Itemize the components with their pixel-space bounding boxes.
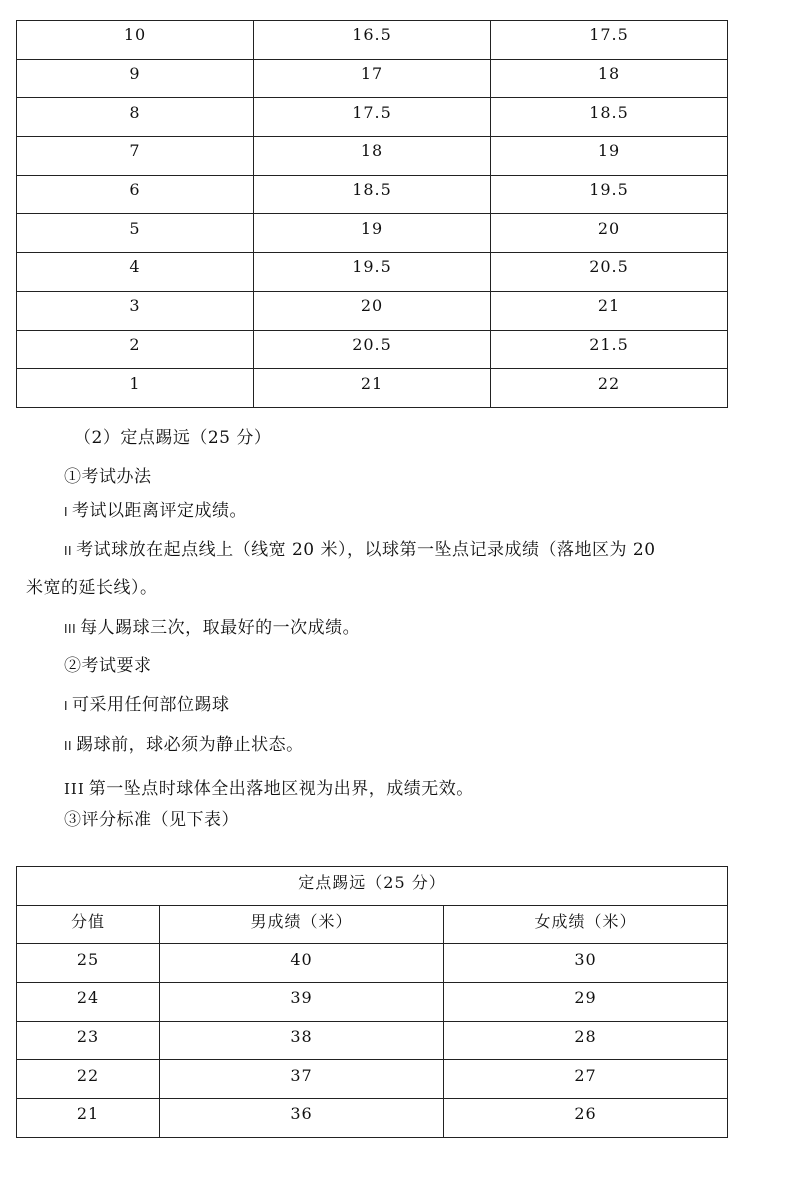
female-result-cell: 26 [444, 1099, 728, 1138]
method-item-continuation [26, 578, 158, 598]
table-row [17, 369, 728, 408]
female-result-cell: 18 [491, 59, 728, 98]
item-text: 考试球放在起点线上（线宽 20 米），以球第一坠点记录成绩（落地区为 20 [76, 540, 656, 560]
header-female: 女成绩（米） [444, 905, 728, 944]
requirements-title: ②考试要求 [64, 656, 152, 676]
score-cell: 2 [17, 330, 254, 369]
male-result-cell: 16.5 [254, 21, 491, 60]
male-result-cell: 36 [160, 1099, 444, 1138]
table-row [17, 944, 728, 983]
item-text: 可采用任何部位踢球 [72, 695, 230, 715]
male-result-cell: 18.5 [254, 175, 491, 214]
requirement-item [64, 695, 230, 716]
method-item [64, 501, 247, 522]
table-row [17, 137, 728, 176]
male-result-cell: 20 [254, 291, 491, 330]
section-heading: （2）定点踢远（25 分） [74, 428, 272, 448]
female-result-cell: 19.5 [491, 175, 728, 214]
score-cell: 3 [17, 291, 254, 330]
table-row [17, 1021, 728, 1060]
method-item [64, 618, 360, 639]
item-text: 第一坠点时球体全出落地区视为出界，成绩无效。 [88, 779, 474, 799]
table-row [17, 291, 728, 330]
male-result-cell: 17.5 [254, 98, 491, 137]
score-cell: 23 [17, 1021, 160, 1060]
requirement-item [64, 779, 474, 799]
male-result-cell: 40 [160, 944, 444, 983]
method-item [64, 540, 656, 561]
male-result-cell: 39 [160, 983, 444, 1022]
female-result-cell: 20.5 [491, 253, 728, 292]
male-result-cell: 17 [254, 59, 491, 98]
method-title: ①考试办法 [64, 467, 152, 487]
female-result-cell: 27 [444, 1060, 728, 1099]
table-row [17, 1099, 728, 1138]
item-marker: III [64, 780, 85, 798]
male-result-cell: 18 [254, 137, 491, 176]
female-result-cell: 21.5 [491, 330, 728, 369]
female-result-cell: 28 [444, 1021, 728, 1060]
score-cell: 8 [17, 98, 254, 137]
table-row [17, 330, 728, 369]
score-cell: 7 [17, 137, 254, 176]
male-result-cell: 19 [254, 214, 491, 253]
female-result-cell: 20 [491, 214, 728, 253]
item-text: 踢球前，球必须为静止状态。 [76, 735, 304, 755]
table-title: 定点踢远（25 分） [17, 867, 728, 906]
scoring-title: ③评分标准（见下表） [64, 810, 239, 830]
table-row [17, 175, 728, 214]
item-text: 考试以距离评定成绩。 [72, 501, 248, 521]
item-marker: III [64, 622, 77, 636]
male-result-cell: 37 [160, 1060, 444, 1099]
female-result-cell: 29 [444, 983, 728, 1022]
table-title-row [17, 867, 728, 906]
table-row [17, 59, 728, 98]
male-result-cell: 19.5 [254, 253, 491, 292]
score-cell: 5 [17, 214, 254, 253]
male-result-cell: 38 [160, 1021, 444, 1060]
score-cell: 22 [17, 1060, 160, 1099]
female-result-cell: 22 [491, 369, 728, 408]
score-table-continued [16, 20, 728, 408]
requirement-item [64, 735, 304, 756]
score-cell: 10 [17, 21, 254, 60]
item-marker: I [64, 505, 69, 519]
table-row [17, 253, 728, 292]
table-row [17, 214, 728, 253]
table-row [17, 98, 728, 137]
header-male: 男成绩（米） [160, 905, 444, 944]
score-cell: 25 [17, 944, 160, 983]
female-result-cell: 30 [444, 944, 728, 983]
male-result-cell: 20.5 [254, 330, 491, 369]
male-result-cell: 21 [254, 369, 491, 408]
score-cell: 6 [17, 175, 254, 214]
table-row [17, 1060, 728, 1099]
item-text: 每人踢球三次，取最好的一次成绩。 [80, 618, 361, 638]
score-cell: 9 [17, 59, 254, 98]
score-cell: 24 [17, 983, 160, 1022]
score-cell: 1 [17, 369, 254, 408]
score-cell: 4 [17, 253, 254, 292]
header-score: 分值 [17, 905, 160, 944]
item-marker: I [64, 699, 69, 713]
table-row [17, 21, 728, 60]
female-result-cell: 19 [491, 137, 728, 176]
kick-distance-score-table [16, 866, 728, 1138]
female-result-cell: 21 [491, 291, 728, 330]
score-cell: 21 [17, 1099, 160, 1138]
table-header-row [17, 905, 728, 944]
female-result-cell: 18.5 [491, 98, 728, 137]
item-marker: II [64, 544, 73, 558]
item-marker: II [64, 739, 73, 753]
item-text: 米宽的延长线）。 [26, 578, 158, 598]
female-result-cell: 17.5 [491, 21, 728, 60]
table-row [17, 983, 728, 1022]
